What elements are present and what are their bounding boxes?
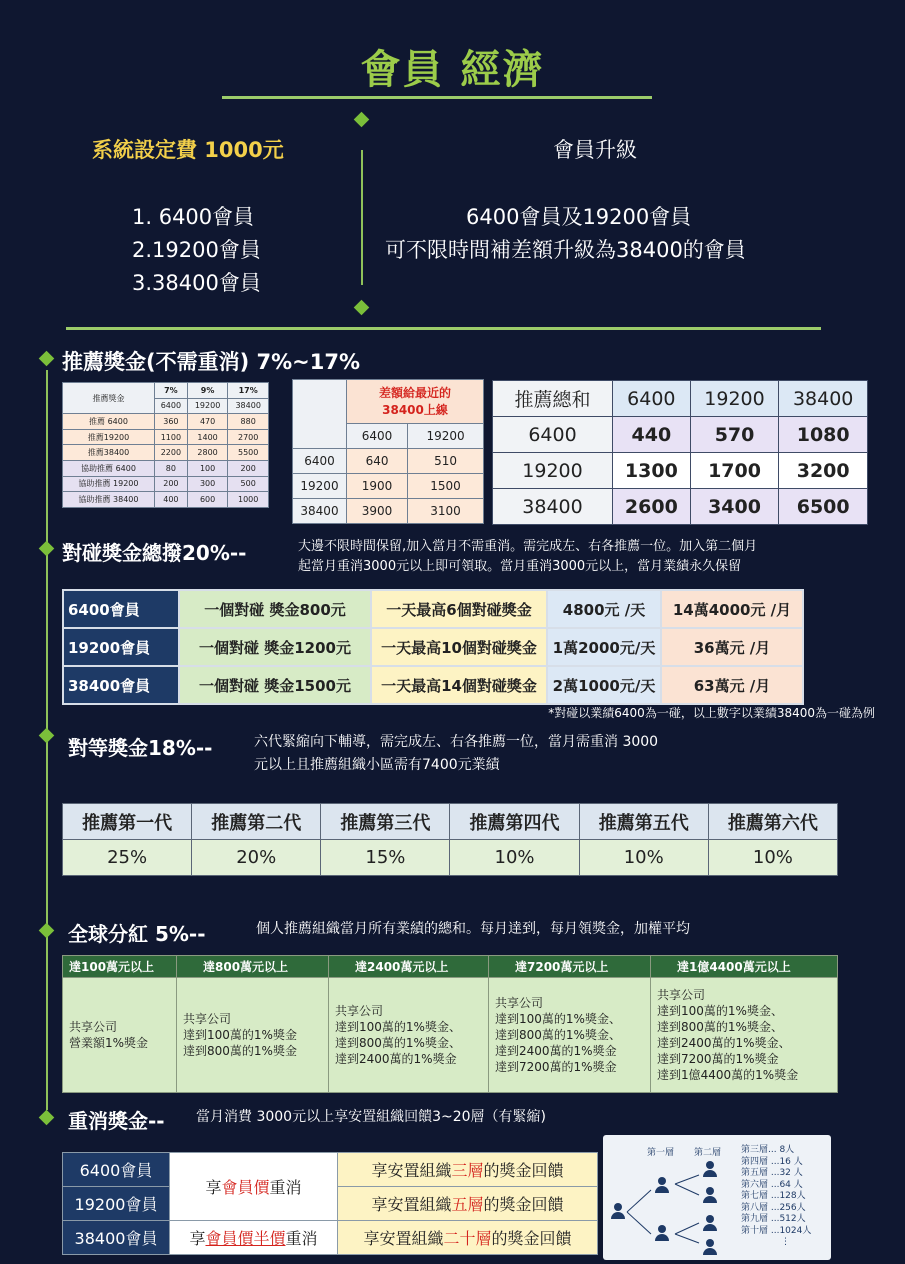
value-cell: 300 (187, 476, 228, 492)
layer-item: 第七層 ...128人 (741, 1191, 806, 1201)
member-cell: 19200會員 (63, 1187, 170, 1221)
layer-item: 第九層 ...512人 (741, 1214, 806, 1224)
reward-layers: 五層 (451, 1195, 484, 1214)
row-label: 38400 (293, 499, 347, 524)
pair-bonus: 一個對碰 獎金1500元 (179, 666, 371, 704)
referral-title: 推薦獎金(不需重消) 7%~17% (62, 350, 361, 374)
person-icon (703, 1161, 717, 1177)
diamond-icon (39, 351, 55, 367)
value-cell: 3200 (779, 453, 868, 489)
value-cell: 3100 (408, 499, 484, 524)
row-label: 6400 (293, 449, 347, 474)
per-month: 14萬4000元 /月 (661, 590, 803, 628)
person-icon (655, 1225, 669, 1241)
repurchase-title: 重消獎金-- (68, 1109, 165, 1133)
daily-max: 一天最高14個對碰獎金 (371, 666, 547, 704)
referral-table-2 (292, 379, 484, 524)
col-header: 19200 (408, 424, 484, 449)
value-cell: 1000 (228, 492, 269, 508)
layer-item: 第六層 ...64 人 (741, 1179, 803, 1190)
member-cell: 6400會員 (63, 590, 179, 628)
generation-header: 推薦第三代 (321, 804, 450, 840)
upgrade-line-2: 可不限時間補差額升級為38400的會員 (385, 238, 746, 262)
person-icon (703, 1239, 717, 1255)
value-cell: 6500 (779, 489, 868, 525)
diamond-icon (39, 541, 55, 557)
layer-item: 第八層 ...256人 (741, 1202, 806, 1213)
table-corner: 推薦獎金 (63, 383, 155, 414)
reward-cell (338, 1153, 598, 1187)
tier-header: 達2400萬元以上 (329, 956, 489, 978)
price-post: 重消 (285, 1229, 318, 1248)
value-cell: 600 (187, 492, 228, 508)
person-icon (655, 1177, 669, 1193)
reward-layers: 二十層 (443, 1229, 492, 1248)
generation-value: 20% (192, 840, 321, 876)
member-cell: 38400會員 (63, 666, 179, 704)
pairing-desc-2: 起當月重消3000元以上即可領取。當月重消3000元以上，當月業績永久保留 (298, 559, 742, 574)
reward-post: 的獎金回饋 (491, 1229, 572, 1248)
tier-cell: 共享公司 達到100萬的1%獎金、 達到800萬的1%獎金、 達到2400萬的1%獎金 (329, 978, 489, 1093)
generation-value: 10% (708, 840, 837, 876)
upgrade-line-1: 6400會員及19200會員 (466, 205, 692, 229)
member-cell: 6400會員 (63, 1153, 170, 1187)
value-cell: 440 (613, 417, 691, 453)
reward-pre: 享安置組織 (371, 1161, 452, 1180)
person-icon (703, 1187, 717, 1203)
value-cell: 400 (155, 492, 188, 508)
pairing-title: 對碰獎金總撥20%-- (62, 541, 247, 565)
generation-header: 推薦第六代 (708, 804, 837, 840)
per-day: 1萬2000元/天 (547, 628, 661, 666)
value-cell: 1700 (690, 453, 779, 489)
layer-item: 第十層 ...1024人 (741, 1225, 812, 1236)
col-header: 6400 (613, 381, 691, 417)
diamond-icon (39, 923, 55, 939)
value-cell: 3400 (690, 489, 779, 525)
daily-max: 一天最高10個對碰獎金 (371, 628, 547, 666)
layer-item: 第三層... 8人 (741, 1145, 795, 1155)
value-cell: 3900 (347, 499, 408, 524)
value-cell: 2200 (155, 445, 188, 461)
tier-header: 達800萬元以上 (177, 956, 329, 978)
value-cell: 500 (228, 476, 269, 492)
value-cell: 1300 (613, 453, 691, 489)
row-label: 推薦38400 (63, 445, 155, 461)
repurchase-table (62, 1152, 598, 1255)
row-label: 推薦19200 (63, 429, 155, 445)
row-label: 協助推薦 38400 (63, 492, 155, 508)
layer-1-label: 第一層 (647, 1148, 675, 1158)
reward-post: 的獎金回饋 (483, 1195, 564, 1214)
value-cell: 5500 (228, 445, 269, 461)
value-cell: 510 (408, 449, 484, 474)
value-cell: 1080 (779, 417, 868, 453)
referral-total-table (492, 380, 868, 525)
reward-pre: 享安置組織 (371, 1195, 452, 1214)
peer-desc-1: 六代緊縮向下輔導，需完成左、右各推薦一位，當月需重消 3000 (254, 734, 659, 750)
generation-value: 25% (63, 840, 192, 876)
level-cell: 6400 (155, 398, 188, 414)
half-price: 會員價半價 (205, 1229, 286, 1248)
level-cell: 38400 (228, 398, 269, 414)
row-label: 6400 (493, 417, 613, 453)
value-cell: 80 (155, 460, 188, 476)
repurchase-desc: 當月消費 3000元以上享安置組織回饋3~20層（有緊縮) (196, 1109, 546, 1125)
value-cell: 880 (228, 414, 269, 430)
value-cell: 2800 (187, 445, 228, 461)
level-3: 3.38400會員 (132, 271, 261, 295)
page-title: 會員 經濟 (360, 47, 545, 93)
price-post: 重消 (269, 1178, 302, 1197)
title-underline (222, 96, 652, 99)
pairing-table (62, 589, 804, 705)
peer-desc-2: 元以上且推薦組織小區需有7400元業績 (254, 757, 500, 773)
person-icon (611, 1203, 625, 1219)
pct-cell: 7% (155, 383, 188, 399)
reward-layers: 三層 (451, 1161, 484, 1180)
diamond-icon (39, 1110, 55, 1126)
reward-cell (338, 1221, 598, 1255)
diamond-icon (354, 300, 370, 316)
value-cell: 1900 (347, 474, 408, 499)
price-pre: 享 (189, 1229, 206, 1248)
layer-item: 第五層 ...32 人 (741, 1168, 803, 1178)
diamond-icon (354, 112, 370, 128)
value-cell: 200 (228, 460, 269, 476)
pairing-footnote: *對碰以業績6400為一碰，以上數字以業績38400為一碰為例 (548, 706, 875, 720)
reward-cell (338, 1187, 598, 1221)
per-month: 36萬元 /月 (661, 628, 803, 666)
price-cell (170, 1153, 338, 1221)
blank-cell (293, 380, 347, 449)
tier-header: 達100萬元以上 (63, 956, 177, 978)
half-price-cell (170, 1221, 338, 1255)
diamond-icon (39, 728, 55, 744)
row-label: 推薦 6400 (63, 414, 155, 430)
table-corner: 推薦總和 (493, 381, 613, 417)
layer-diagram (603, 1135, 831, 1260)
tier-cell: 共享公司 達到100萬的1%獎金 達到800萬的1%獎金 (177, 978, 329, 1093)
tier-cell: 共享公司 達到100萬的1%獎金、 達到800萬的1%獎金、 達到2400萬的1%獎金 達到7200萬的1%獎金 (489, 978, 651, 1093)
global-desc: 個人推薦組織當月所有業績的總和。每月達到，每月領獎金，加權平均 (256, 921, 690, 937)
difference-note (347, 380, 484, 424)
per-month: 63萬元 /月 (661, 666, 803, 704)
level-cell: 19200 (187, 398, 228, 414)
center-divider (361, 150, 363, 285)
generation-header: 推薦第四代 (450, 804, 579, 840)
generation-value: 10% (579, 840, 708, 876)
peer-title: 對等獎金18%-- (68, 736, 213, 760)
layer-list (741, 1145, 811, 1249)
member-price: 會員價 (221, 1178, 270, 1197)
upgrade-title: 會員升級 (553, 138, 637, 162)
member-cell: 19200會員 (63, 628, 179, 666)
daily-max: 一天最高6個對碰獎金 (371, 590, 547, 628)
layer-item: 第四層 ...16 人 (741, 1156, 803, 1167)
person-icon (703, 1215, 717, 1231)
member-cell: 38400會員 (63, 1221, 170, 1255)
pair-bonus: 一個對碰 獎金1200元 (179, 628, 371, 666)
peer-table (62, 803, 838, 876)
more-indicator: ⋮ (781, 1237, 790, 1247)
generation-header: 推薦第二代 (192, 804, 321, 840)
global-table (62, 955, 838, 1093)
value-cell: 200 (155, 476, 188, 492)
level-2: 2.19200會員 (132, 238, 261, 262)
per-day: 2萬1000元/天 (547, 666, 661, 704)
global-title: 全球分紅 5%-- (68, 922, 206, 946)
value-cell: 100 (187, 460, 228, 476)
generation-value: 10% (450, 840, 579, 876)
value-cell: 1500 (408, 474, 484, 499)
tier-cell: 共享公司 達到100萬的1%獎金、 達到800萬的1%獎金、 達到2400萬的1%獎金、 達到7200萬的1%獎金 達到1億4400萬的1%獎金 (651, 978, 838, 1093)
row-label: 38400 (493, 489, 613, 525)
per-day: 4800元 /天 (547, 590, 661, 628)
row-label: 協助推薦 19200 (63, 476, 155, 492)
pairing-desc-1: 大邊不限時間保留,加入當月不需重消。需完成左、右各推薦一位。加入第二個月 (298, 539, 758, 554)
col-header: 6400 (347, 424, 408, 449)
generation-value: 15% (321, 840, 450, 876)
value-cell: 640 (347, 449, 408, 474)
col-header: 19200 (690, 381, 779, 417)
value-cell: 2700 (228, 429, 269, 445)
value-cell: 1100 (155, 429, 188, 445)
row-label: 19200 (493, 453, 613, 489)
pair-bonus: 一個對碰 獎金800元 (179, 590, 371, 628)
price-pre: 享 (205, 1178, 222, 1197)
header-divider (66, 327, 821, 330)
value-cell: 1400 (187, 429, 228, 445)
row-label: 19200 (293, 474, 347, 499)
note-line-1: 差額給最近的 (378, 385, 451, 400)
tier-header: 達7200萬元以上 (489, 956, 651, 978)
value-cell: 570 (690, 417, 779, 453)
setup-fee: 系統設定費 1000元 (92, 138, 284, 162)
tier-cell: 共享公司 營業額1%獎金 (63, 978, 177, 1093)
generation-header: 推薦第五代 (579, 804, 708, 840)
reward-pre: 享安置組織 (363, 1229, 444, 1248)
referral-table-1 (62, 382, 269, 508)
note-line-2: 38400上線 (382, 402, 448, 417)
value-cell: 2600 (613, 489, 691, 525)
row-label: 協助推薦 6400 (63, 460, 155, 476)
reward-post: 的獎金回饋 (483, 1161, 564, 1180)
level-1: 1. 6400會員 (132, 205, 255, 229)
col-header: 38400 (779, 381, 868, 417)
tier-header: 達1億4400萬元以上 (651, 956, 838, 978)
generation-header: 推薦第一代 (63, 804, 192, 840)
pct-cell: 17% (228, 383, 269, 399)
pct-cell: 9% (187, 383, 228, 399)
layer-2-label: 第二層 (694, 1148, 722, 1158)
value-cell: 470 (187, 414, 228, 430)
value-cell: 360 (155, 414, 188, 430)
